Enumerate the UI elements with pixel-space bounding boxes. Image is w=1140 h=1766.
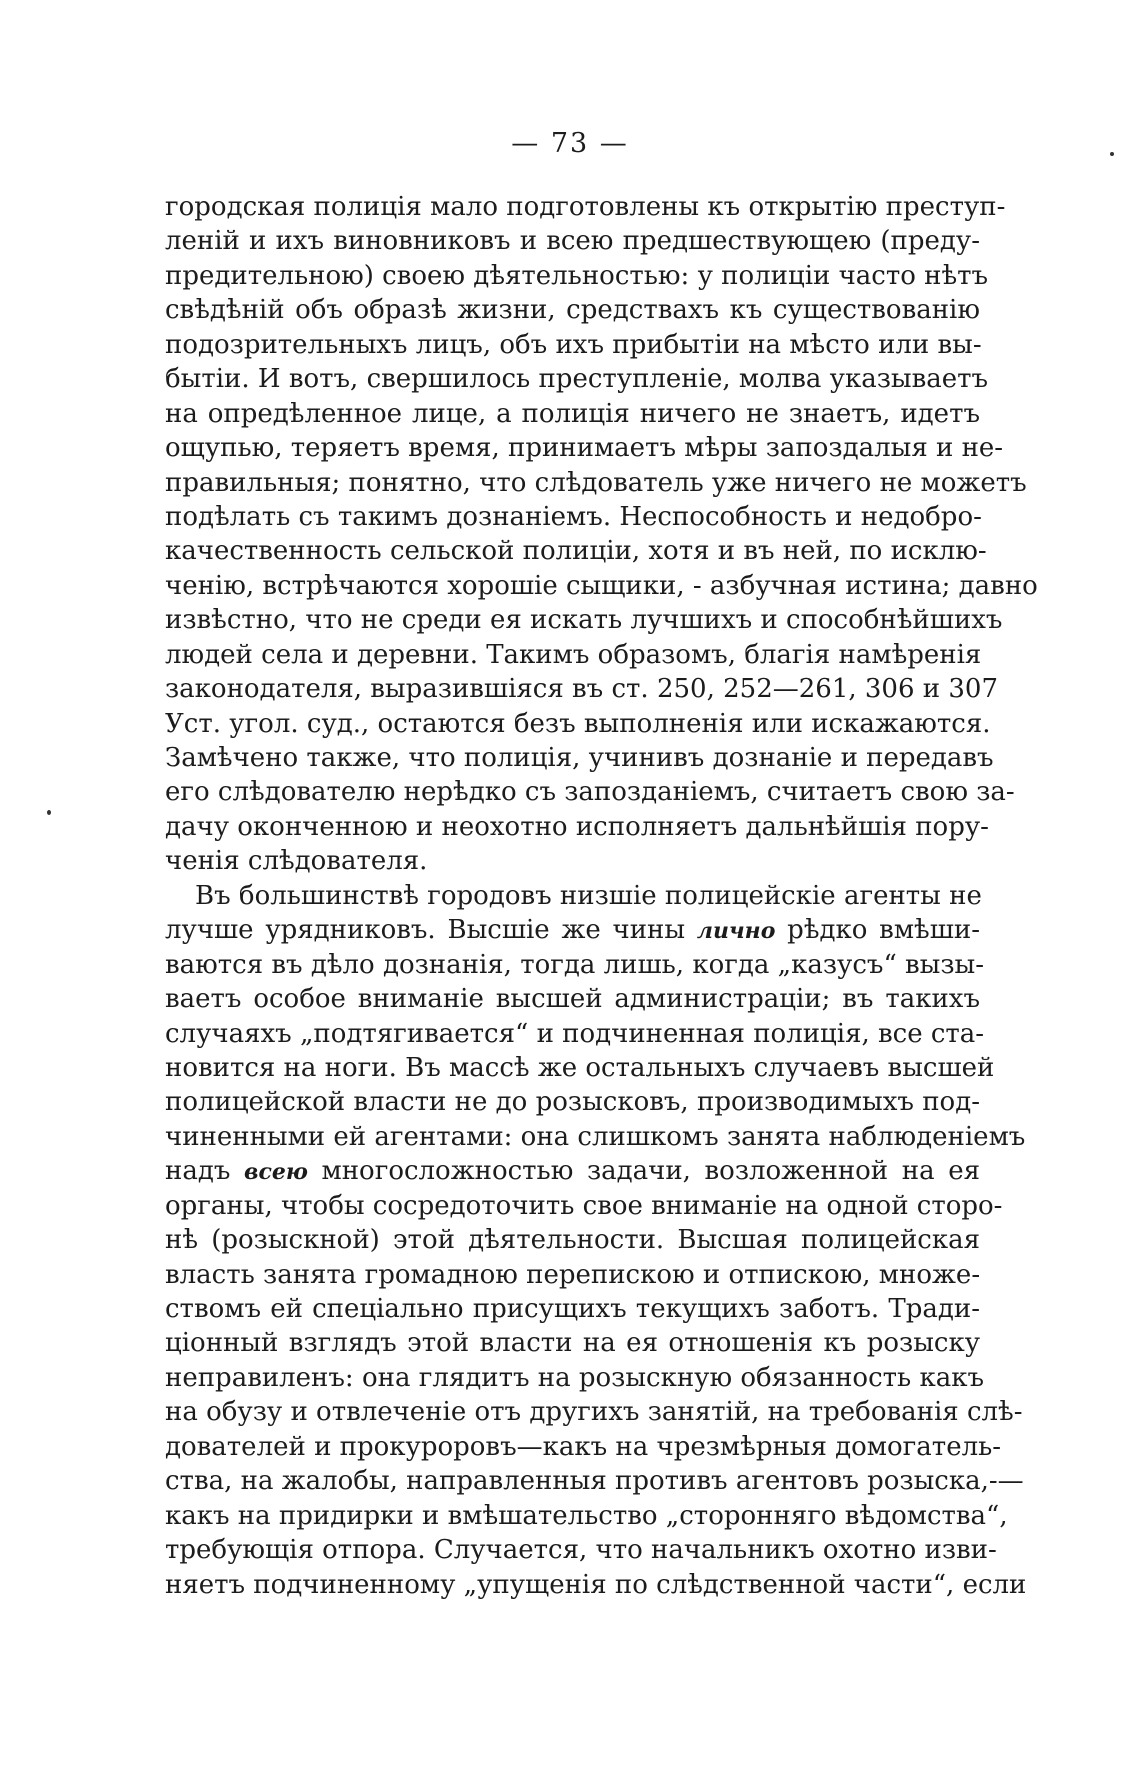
text-line: [165, 500, 980, 534]
scan-speck: [47, 810, 51, 815]
text-segment: чиненными ей агентами: она слишкомъ занята наблюденіемъ: [165, 1121, 1026, 1152]
text-line: [165, 810, 989, 844]
text-segment: леній и ихъ виновниковъ и всею предшествующею (преду-: [165, 226, 980, 257]
text-segment: нѣ (розыскной) этой дѣятельности. Высшая полицейская: [165, 1225, 980, 1256]
text-segment: подѣлать съ такимъ дознаніемъ. Неспособность и недобро-: [165, 501, 982, 532]
text-line: [165, 1430, 1002, 1464]
text-line: [165, 397, 980, 431]
text-segment: ваетъ особое вниманіе высшей администраціи; въ такихъ: [165, 984, 980, 1015]
text-line: [165, 534, 987, 568]
text-segment: новится на ноги. Въ массѣ же остальныхъ случаевъ высшей: [165, 1052, 995, 1083]
text-line: [165, 431, 1004, 465]
text-segment: ощупью, теряетъ время, принимаетъ мѣры запоздалыя и не-: [165, 433, 1004, 464]
text-segment: власть занята громадною перепискою и отпискою, множе-: [165, 1259, 981, 1290]
text-segment: Замѣчено также, что полиція, учинивъ дознаніе и передавъ: [165, 743, 994, 773]
text-segment: его слѣдователю нерѣдко съ запозданіемъ, считаетъ свою за-: [165, 777, 1015, 808]
text-line: [165, 1326, 980, 1360]
text-line: [165, 1051, 995, 1085]
text-line: [165, 672, 999, 706]
text-segment: на опредѣленное лице, а полиція ничего не знаетъ, идетъ: [165, 398, 980, 429]
text-segment: лучше урядниковъ. Высшіе же чины: [165, 915, 697, 946]
text-segment: дователей и прокуроровъ—какъ на чрезмѣрныя домогатель-: [165, 1431, 1002, 1462]
text-line: [165, 1258, 980, 1292]
text-segment: бытіи. И вотъ, свершилось преступленіе, молва указываетъ: [165, 364, 989, 395]
text-segment: ства, на жалобы, направленныя противъ агентовъ розыска,-—: [165, 1466, 1024, 1497]
text-line: [165, 328, 980, 362]
text-line: [165, 1154, 980, 1188]
text-segment: органы, чтобы сосредоточить свое вниманіе на одной сторо-: [165, 1190, 1003, 1221]
text-line: [165, 638, 980, 672]
text-segment: ченія слѣдователя.: [165, 846, 428, 877]
page-number: — 73 —: [511, 128, 629, 159]
text-line: [165, 1533, 997, 1567]
text-segment: качественность сельской полиціи, хотя и въ ней, по исклю-: [165, 536, 987, 567]
text-segment: ціонный взглядъ этой власти на ея отношенія къ розыску: [165, 1328, 980, 1359]
text-segment: рѣдко вмѣши-: [775, 915, 981, 946]
text-line: [165, 1395, 1023, 1429]
text-line: [165, 603, 1003, 637]
text-segment: неправиленъ: она глядитъ на розыскную обязанность какъ: [165, 1362, 984, 1393]
text-line: [165, 1361, 984, 1395]
text-segment: людей села и деревни. Такимъ образомъ, благія намѣренія: [165, 639, 982, 670]
text-line: [165, 1017, 985, 1051]
paragraph: [165, 190, 1038, 879]
text-line: [165, 1568, 1027, 1602]
text-line: [165, 293, 980, 327]
text-segment: на обузу и отвлеченіе отъ другихъ занятій, на требованія слѣ-: [165, 1397, 1023, 1428]
text-line: [165, 224, 980, 258]
text-line: [165, 1223, 980, 1257]
text-segment: ствомъ ей спеціально присущихъ текущихъ заботъ. Тради-: [165, 1294, 980, 1324]
text-line: [165, 775, 1015, 809]
text-line: [165, 1085, 980, 1119]
emphasis-word: всею: [244, 1159, 308, 1186]
text-segment: свѣдѣній объ образѣ жизни, средствахъ къ существованію: [165, 295, 980, 326]
text-line: [165, 913, 980, 947]
text-segment: правильныя; понятно, что слѣдователь уже ничего не можетъ: [165, 467, 1027, 498]
text-segment: надъ: [165, 1156, 244, 1187]
text-line: [165, 259, 989, 293]
text-segment: полицейской власти не до розысковъ, производимыхъ под-: [165, 1087, 980, 1118]
scan-speck: [1110, 152, 1114, 156]
text-segment: законодателя, выразившіяся въ ст. 250, 252—261, 306 и 307: [165, 674, 999, 705]
text-segment: извѣстно, что не среди ея искать лучшихъ и способнѣйшихъ: [165, 605, 1003, 636]
emphasis-word: лично: [696, 918, 776, 945]
text-line: [165, 1499, 1008, 1533]
text-segment: ченію, встрѣчаются хорошіе сыщики, - азбучная истина; давно: [165, 570, 1038, 601]
text-line: [165, 741, 994, 775]
text-segment: подозрительныхъ лицъ, объ ихъ прибытіи на мѣсто или вы-: [165, 329, 982, 360]
text-line: [165, 844, 980, 878]
text-segment: няетъ подчиненному „упущенія по слѣдственной части“, если: [165, 1569, 1027, 1600]
text-segment: Уст. угол. суд., остаются безъ выполненія или искажаются.: [165, 708, 991, 739]
text-segment: предительною) своею дѣятельностью: у полиціи часто нѣтъ: [165, 260, 989, 291]
text-segment: городская полиція мало подготовлены къ открытію преступ-: [165, 192, 1006, 222]
text-line: [165, 948, 984, 982]
text-segment: Въ большинствѣ городовъ низшіе полицейскіе агенты не: [195, 880, 982, 911]
body-text: [165, 190, 1038, 1602]
text-line: [165, 1189, 1003, 1223]
text-segment: требующія отпора. Случается, что начальникъ охотно изви-: [165, 1535, 997, 1566]
text-line: [165, 1292, 980, 1326]
text-segment: многосложностью задачи, возложенной на ея: [307, 1156, 980, 1187]
text-segment: какъ на придирки и вмѣшательство „сторонняго вѣдомства“,: [165, 1500, 1008, 1531]
text-line: [165, 879, 980, 913]
paragraph: [165, 879, 1027, 1602]
text-line: [165, 982, 980, 1016]
text-line: [165, 1120, 1026, 1154]
text-line: [165, 569, 1038, 603]
text-segment: ваются въ дѣло дознанія, тогда лишь, когда „казусъ“ вызы-: [165, 949, 984, 980]
text-line: [165, 707, 991, 741]
text-line: [165, 190, 1006, 224]
text-line: [165, 1464, 1024, 1498]
text-line: [165, 466, 1027, 500]
text-segment: дачу оконченною и неохотно исполняетъ дальнѣйшія пору-: [165, 811, 989, 842]
text-line: [165, 362, 989, 396]
text-segment: случаяхъ „подтягивается“ и подчиненная полиція, все ста-: [165, 1018, 985, 1049]
